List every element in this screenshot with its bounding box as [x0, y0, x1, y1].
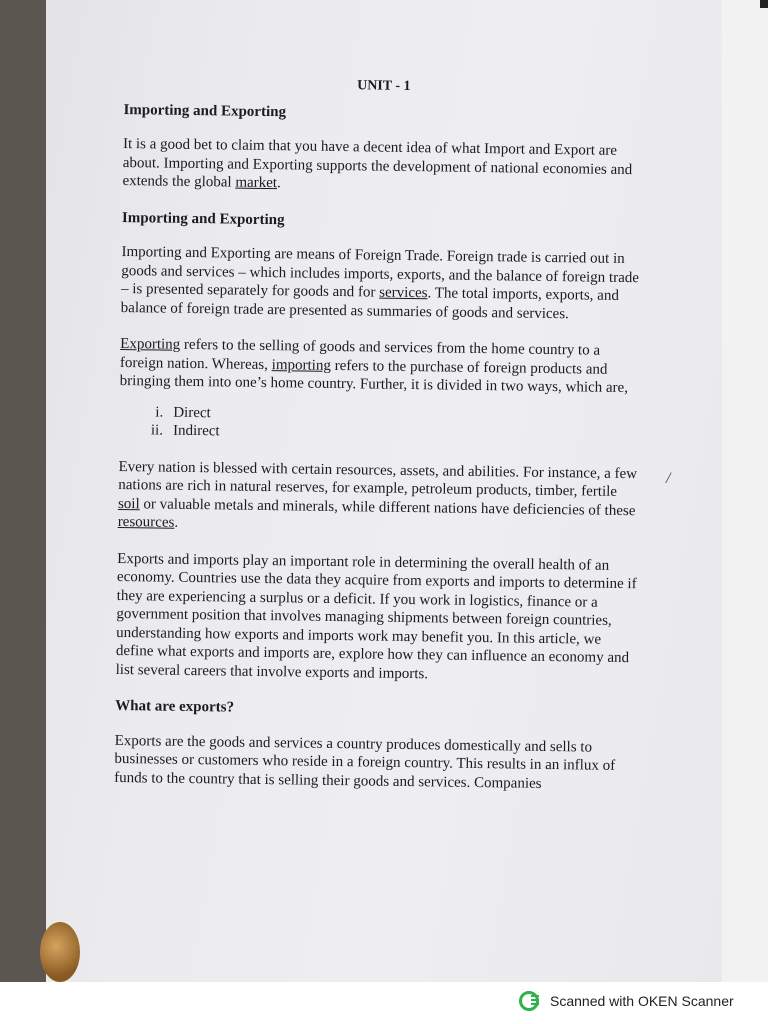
document-page	[46, 0, 722, 982]
economy-paragraph: Exports and imports play an important role in determining the overall health of an economy. Countries use the data they acquire from exports and imports to determine if they are experiencing a surplus or a deficit. If you work in logistics, finance or a government position that involves managing shipments between foreign countries, understanding how exports and imports work may benefit you. In this article, we define what exports and imports are, explore how they can influence an economy and list several careers that involve exports and imports.	[115, 550, 637, 682]
exports-definition-paragraph: Exports are the goods and services a country produces domestically and sells to businesses or customers who reside in a foreign country. This results in an influx of funds to the country that is selling their goods and services. Companies	[114, 732, 616, 792]
exporting-paragraph: Exporting refers to the selling of goods and services from the home country to a foreign nation. Whereas, importing refers to the purchase of foreign products and bringing them into one’s home country. Further, it is divided in two ways, which are,	[119, 335, 629, 397]
scanner-text: Scanned with OKEN Scanner	[550, 993, 734, 1009]
scanner-watermark	[518, 990, 734, 1012]
list-item: ii. Indirect	[150, 422, 220, 440]
heading-what-are-exports: What are exports?	[115, 697, 235, 716]
exporting-link: Exporting	[120, 335, 181, 353]
foreign-trade-paragraph: Importing and Exporting are means of Foreign Trade. Foreign trade is carried out in goods and services – which includes imports, exports, and the balance of foreign trade – is presented separately for goods and for services. The total imports, exports, and balance of foreign trade are presented as summaries of goods and services.	[120, 243, 640, 322]
resources-link: resources	[117, 513, 175, 531]
intro-paragraph: It is a good bet to claim that you have a decent idea of what Import and Export are about. Importing and Exporting supports the development of national economies and extends the global market.	[122, 135, 633, 192]
services-link: services	[379, 284, 428, 302]
thumb-in-frame	[40, 922, 80, 982]
soil-link: soil	[117, 495, 140, 512]
heading-importing-exporting-2: Importing and Exporting	[121, 209, 285, 228]
paper-edge	[718, 0, 768, 982]
resources-paragraph: Every nation is blessed with certain resources, assets, and abilities. For instance, a few nations are rich in natural reserves, for example, petroleum products, timber, fertile soil or valuable metals and minerals, while different nations have deficiencies of these resources.	[117, 458, 638, 531]
importing-link: importing	[271, 356, 332, 374]
pen-tick-mark: /	[666, 470, 671, 487]
heading-importing-exporting-1: Importing and Exporting	[123, 101, 287, 120]
document-content	[114, 74, 644, 812]
unit-title: UNIT - 1	[357, 78, 411, 95]
trade-ways-list	[119, 402, 639, 446]
corner-shadow	[760, 0, 768, 8]
market-link: market	[235, 174, 278, 192]
list-item: i. Direct	[155, 403, 211, 421]
oken-scanner-logo-icon	[518, 990, 540, 1012]
